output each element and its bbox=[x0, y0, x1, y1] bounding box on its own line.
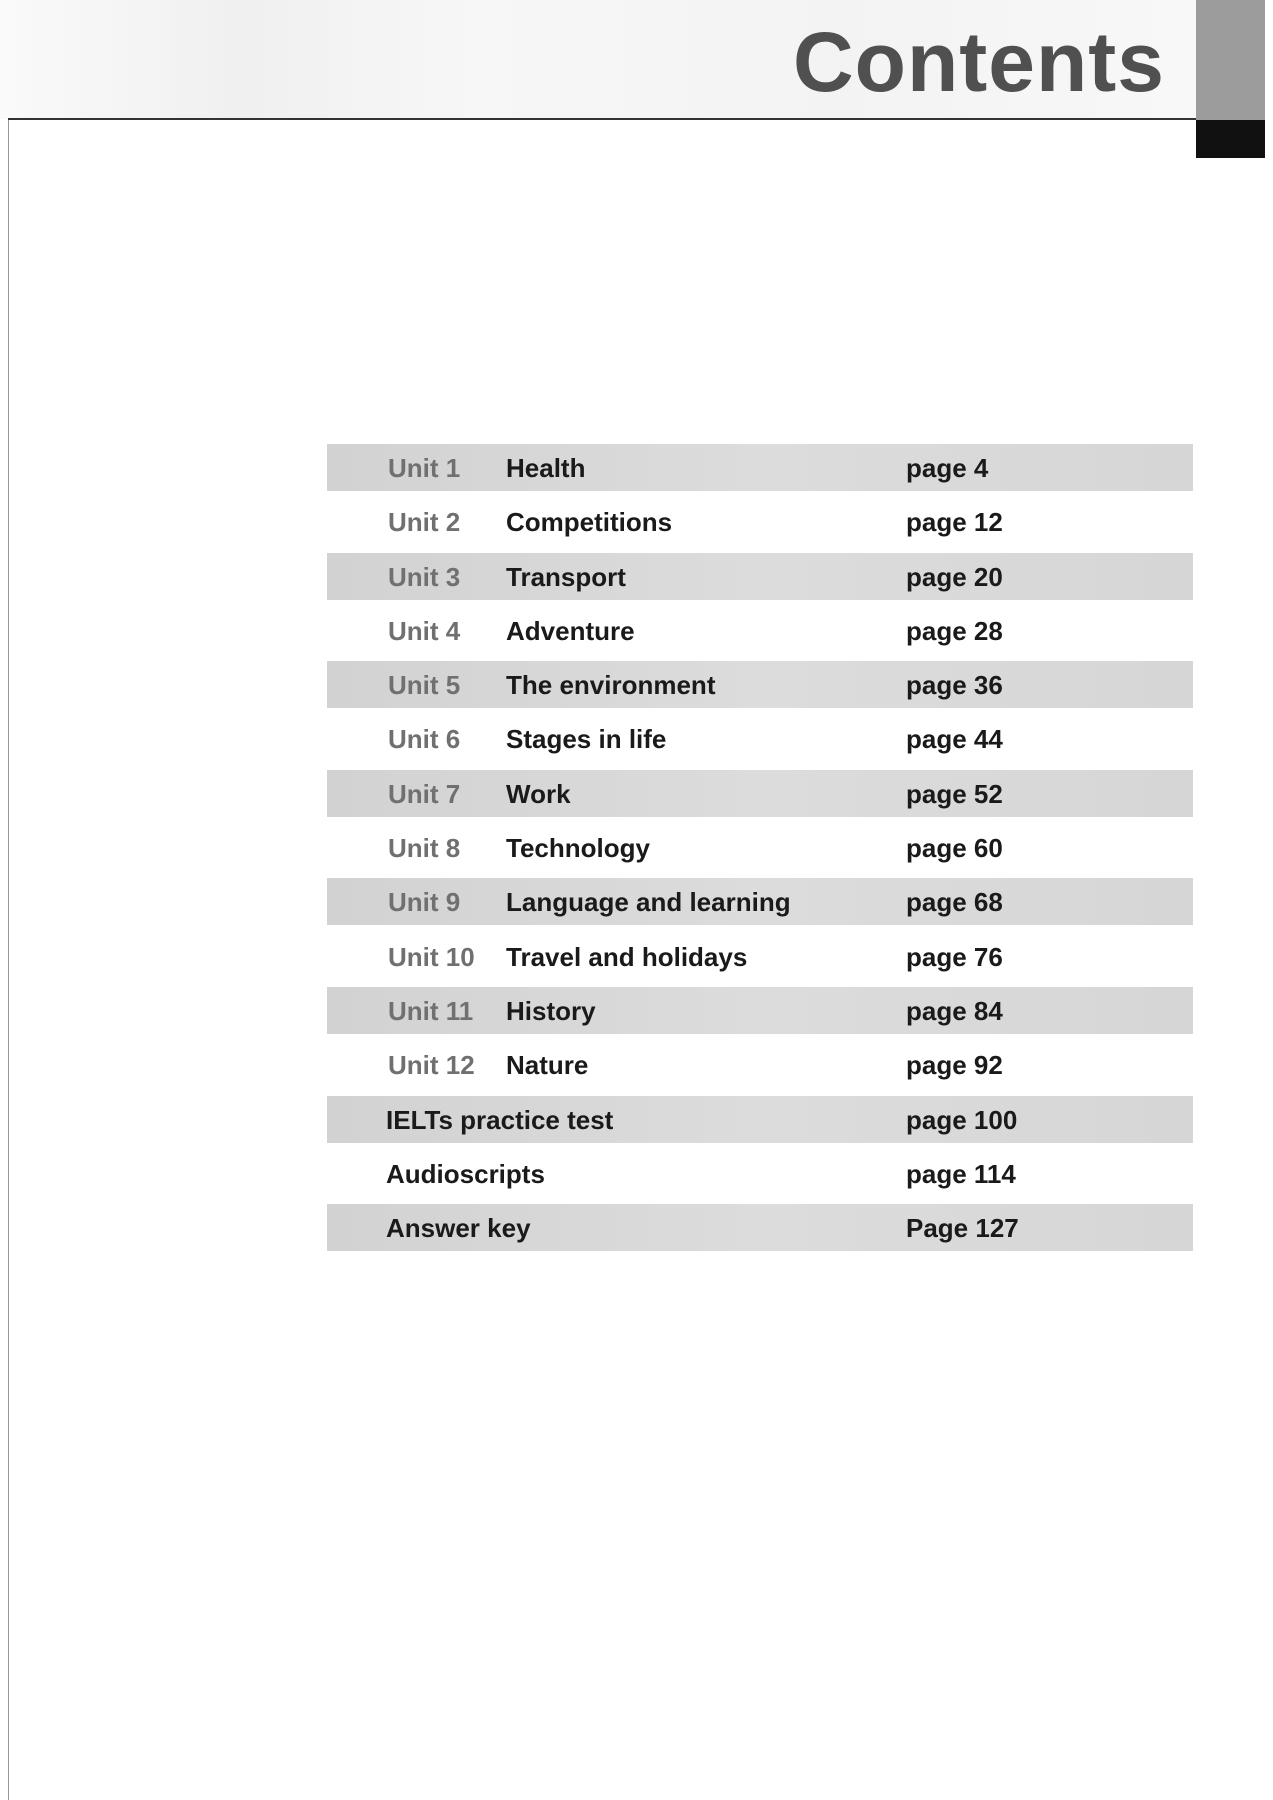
section-tab-grey bbox=[1196, 0, 1265, 120]
toc-title: Adventure bbox=[506, 615, 635, 646]
toc-unit-label: Unit 4 bbox=[388, 615, 461, 646]
toc-page: page 20 bbox=[906, 561, 1003, 592]
toc-unit-label: Unit 11 bbox=[388, 995, 474, 1026]
toc-row[interactable] bbox=[327, 1150, 1193, 1197]
toc-unit-label: Unit 9 bbox=[388, 887, 461, 918]
toc-row[interactable] bbox=[327, 1041, 1193, 1088]
toc-title: Travel and holidays bbox=[506, 941, 748, 972]
toc-row[interactable] bbox=[327, 770, 1193, 817]
toc-unit-label: Unit 5 bbox=[388, 670, 461, 701]
toc-unit-label: Unit 7 bbox=[388, 778, 461, 809]
toc-row[interactable] bbox=[327, 878, 1193, 925]
toc-unit-label: Unit 1 bbox=[388, 453, 461, 483]
toc-row[interactable] bbox=[327, 933, 1193, 980]
toc-unit-label: Unit 12 bbox=[388, 1050, 475, 1081]
toc-unit-label: Unit 6 bbox=[388, 724, 461, 755]
toc-title: IELTs practice test bbox=[386, 1104, 614, 1135]
toc-page: page 68 bbox=[906, 887, 1003, 918]
toc-page: page 36 bbox=[906, 670, 1003, 701]
section-tab-black bbox=[1196, 120, 1265, 158]
toc-row[interactable] bbox=[327, 987, 1193, 1034]
toc-row[interactable] bbox=[327, 553, 1193, 600]
header-rule bbox=[8, 118, 1196, 120]
toc-page: page 92 bbox=[906, 1050, 1003, 1081]
toc-title: Nature bbox=[506, 1050, 589, 1081]
toc-unit-label: Unit 3 bbox=[388, 561, 461, 592]
toc-title: Transport bbox=[506, 561, 626, 592]
toc-row[interactable] bbox=[327, 824, 1193, 871]
toc-row[interactable] bbox=[327, 498, 1193, 545]
toc-page: Page 127 bbox=[906, 1213, 1019, 1244]
toc-row[interactable] bbox=[327, 444, 1193, 491]
toc-page: page 76 bbox=[906, 941, 1003, 972]
toc-unit-label: Unit 2 bbox=[388, 507, 461, 538]
toc-title: Competitions bbox=[506, 507, 673, 538]
toc-unit-label: Unit 10 bbox=[388, 941, 475, 972]
toc-title: History bbox=[506, 995, 596, 1026]
toc-title: Answer key bbox=[386, 1213, 531, 1244]
toc-page: page 100 bbox=[906, 1104, 1018, 1135]
toc-title: Language and learning bbox=[506, 887, 791, 918]
toc-page: page 28 bbox=[906, 615, 1003, 646]
toc-page: page 114 bbox=[906, 1158, 1016, 1189]
toc-title: Audioscripts bbox=[386, 1158, 545, 1189]
page-title: Contents bbox=[793, 15, 1165, 109]
toc-row[interactable] bbox=[327, 1096, 1193, 1143]
toc-title: Technology bbox=[506, 833, 650, 864]
toc-row[interactable] bbox=[327, 661, 1193, 708]
table-of-contents bbox=[327, 444, 1193, 1258]
toc-page: page 84 bbox=[906, 995, 1003, 1026]
toc-row[interactable] bbox=[327, 1204, 1193, 1251]
toc-unit-label: Unit 8 bbox=[388, 833, 461, 864]
toc-row[interactable] bbox=[327, 715, 1193, 762]
toc-page: page 12 bbox=[906, 507, 1003, 538]
toc-title: Work bbox=[506, 778, 571, 809]
toc-page: page 4 bbox=[906, 453, 989, 483]
toc-title: Health bbox=[506, 453, 586, 483]
toc-page: page 52 bbox=[906, 778, 1003, 809]
page-edge bbox=[8, 120, 9, 1800]
toc-row[interactable] bbox=[327, 607, 1193, 654]
toc-page: page 60 bbox=[906, 833, 1003, 864]
toc-title: The environment bbox=[506, 670, 716, 701]
toc-page: page 44 bbox=[906, 724, 1003, 755]
toc-title: Stages in life bbox=[506, 724, 667, 755]
